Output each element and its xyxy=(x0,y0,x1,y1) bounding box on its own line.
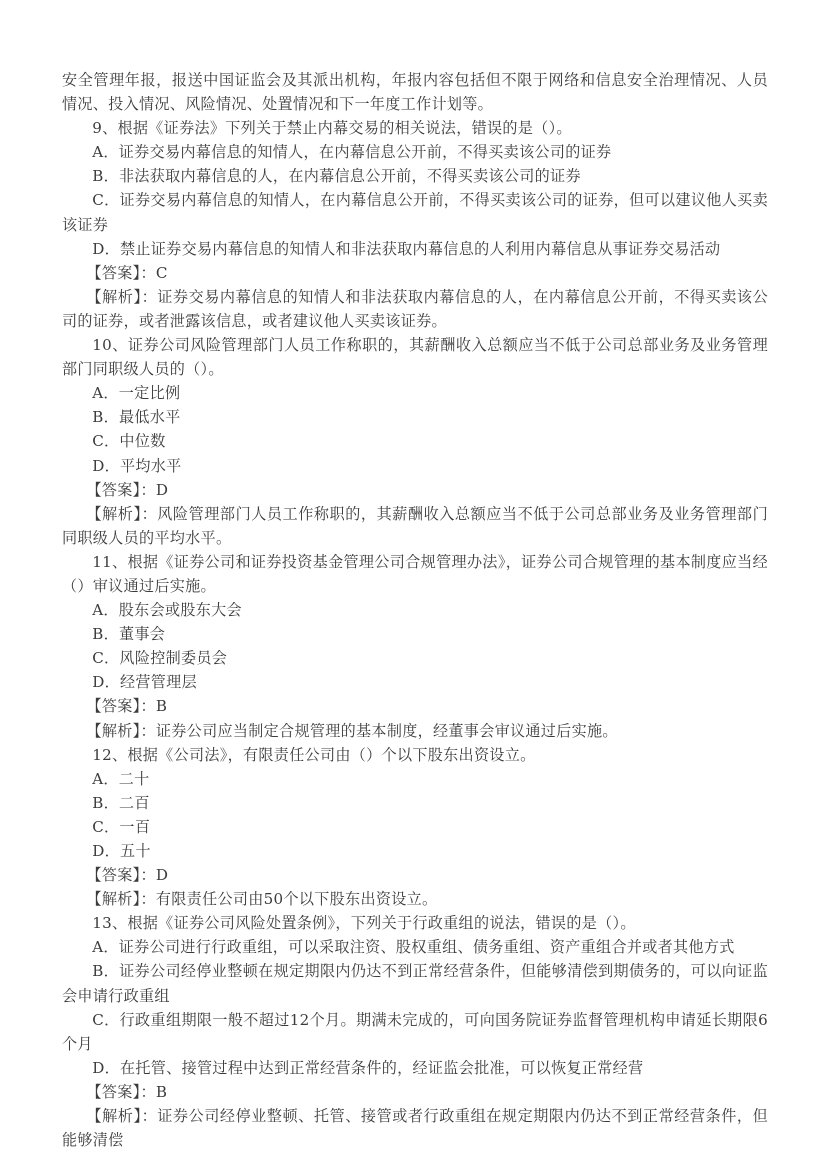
text-block-q9-option-b: B．非法获取内幕信息的人，在内幕信息公开前，不得买卖该公司的证券 xyxy=(92,167,581,186)
text-block-q11-option-b: B．董事会 xyxy=(92,625,166,644)
text-block-q12-stem: 12、根据《公司法》，有限责任公司由（）个以下股东出资设立。 xyxy=(92,745,536,764)
text-block-q12-option-a: A．二十 xyxy=(92,769,150,788)
text-block-q10-stem: 10、证券公司风险管理部门人员工作称职的，其薪酬收入总额应当不低于公司总部业务及业务管理部门同职级人员的（）。 xyxy=(62,336,768,379)
text-block-q12-option-d: D．五十 xyxy=(92,842,151,860)
text-block-q11-answer: 【答案】：B xyxy=(86,697,168,716)
text-block-q13-option-c: C．行政重组期限一般不超过12个月。期满未完成的，可向国务院证券监督管理机构申请延长期限6个月 xyxy=(62,1010,768,1053)
text-block-q10-option-c: C．中位数 xyxy=(92,432,166,451)
text-block-q13-answer: 【答案】：B xyxy=(86,1082,168,1101)
text-block-q13-explain: 【解析】：证券公司经停业整顿、托管、接管或者行政重组在规定期限内仍达不到正常经营条件，但能够清偿 xyxy=(62,1107,768,1150)
text-block-q13-option-b: B．证券公司经停业整顿在规定期限内仍达不到正常经营条件，但能够清偿到期债务的，可以向证监会申请行政重组 xyxy=(62,962,768,1005)
text-block-q11-explain: 【解析】：证券公司应当制定合规管理的基本制度，经董事会审议通过后实施。 xyxy=(86,721,618,740)
text-block-q12-answer: 【答案】：D xyxy=(86,866,169,885)
text-block-q10-option-d: D．平均水平 xyxy=(92,456,182,475)
text-block-q10-option-b: B．最低水平 xyxy=(92,408,181,427)
text-block-q11-option-a: A．股东会或股东大会 xyxy=(92,601,242,620)
text-block-intro-para-1: 安全管理年报，报送中国证监会及其派出机构，年报内容包括但不限于网络和信息安全治理情况、人员情况、投入情况、风险情况、处置情况和下一年度工作计划等。 xyxy=(62,71,768,114)
text-block-q10-option-a: A．一定比例 xyxy=(92,384,181,403)
text-block-q11-option-c: C．风险控制委员会 xyxy=(92,649,228,668)
text-block-q13-option-d: D．在托管、接管过程中达到正常经营条件的，经证监会批准，可以恢复正常经营 xyxy=(92,1058,644,1077)
text-block-q9-answer: 【答案】：C xyxy=(86,263,168,282)
text-block-q11-stem: 11、根据《证券公司和证券投资基金管理公司合规管理办法》，证券公司合规管理的基本制度应当经（）审议通过后实施。 xyxy=(62,552,768,595)
text-block-q12-option-c: C．一百 xyxy=(92,817,151,836)
document-text-column xyxy=(62,68,768,1152)
text-block-q9-stem: 9、根据《证券法》下列关于禁止内幕交易的相关说法，错误的是（）。 xyxy=(92,119,572,138)
text-block-q9-explain: 【解析】：证券交易内幕信息的知情人和非法获取内幕信息的人，在内幕信息公开前，不得买卖该公司的证券，或者泄露该信息，或者建议他人买卖该证券。 xyxy=(62,287,768,330)
text-block-q10-explain: 【解析】：风险管理部门人员工作称职的，其薪酬收入总额应当不低于公司总部业务及业务管理部门同职级人员的平均水平。 xyxy=(62,504,768,547)
text-block-q9-option-d: D．禁止证券交易内幕信息的知情人和非法获取内幕信息的人利用内幕信息从事证券交易活动 xyxy=(92,239,721,258)
text-block-q13-option-a: A．证券公司进行行政重组，可以采取注资、股权重组、债务重组、资产重组合并或者其他方式 xyxy=(92,938,735,957)
text-block-q11-option-d: D．经营管理层 xyxy=(92,673,197,692)
text-block-q9-option-a: A．证券交易内幕信息的知情人，在内幕信息公开前，不得买卖该公司的证券 xyxy=(92,143,612,162)
text-block-q12-option-b: B．二百 xyxy=(92,793,150,812)
text-block-q12-explain: 【解析】：有限责任公司由50个以下股东出资设立。 xyxy=(86,890,438,909)
text-block-q13-stem: 13、根据《证券公司风险处置条例》，下列关于行政重组的说法，错误的是（）。 xyxy=(92,914,636,933)
text-block-q10-answer: 【答案】：D xyxy=(86,480,169,499)
text-block-q9-option-c: C．证券交易内幕信息的知情人，在内幕信息公开前，不得买卖该公司的证券，但可以建议他人买卖该证券 xyxy=(62,191,768,234)
